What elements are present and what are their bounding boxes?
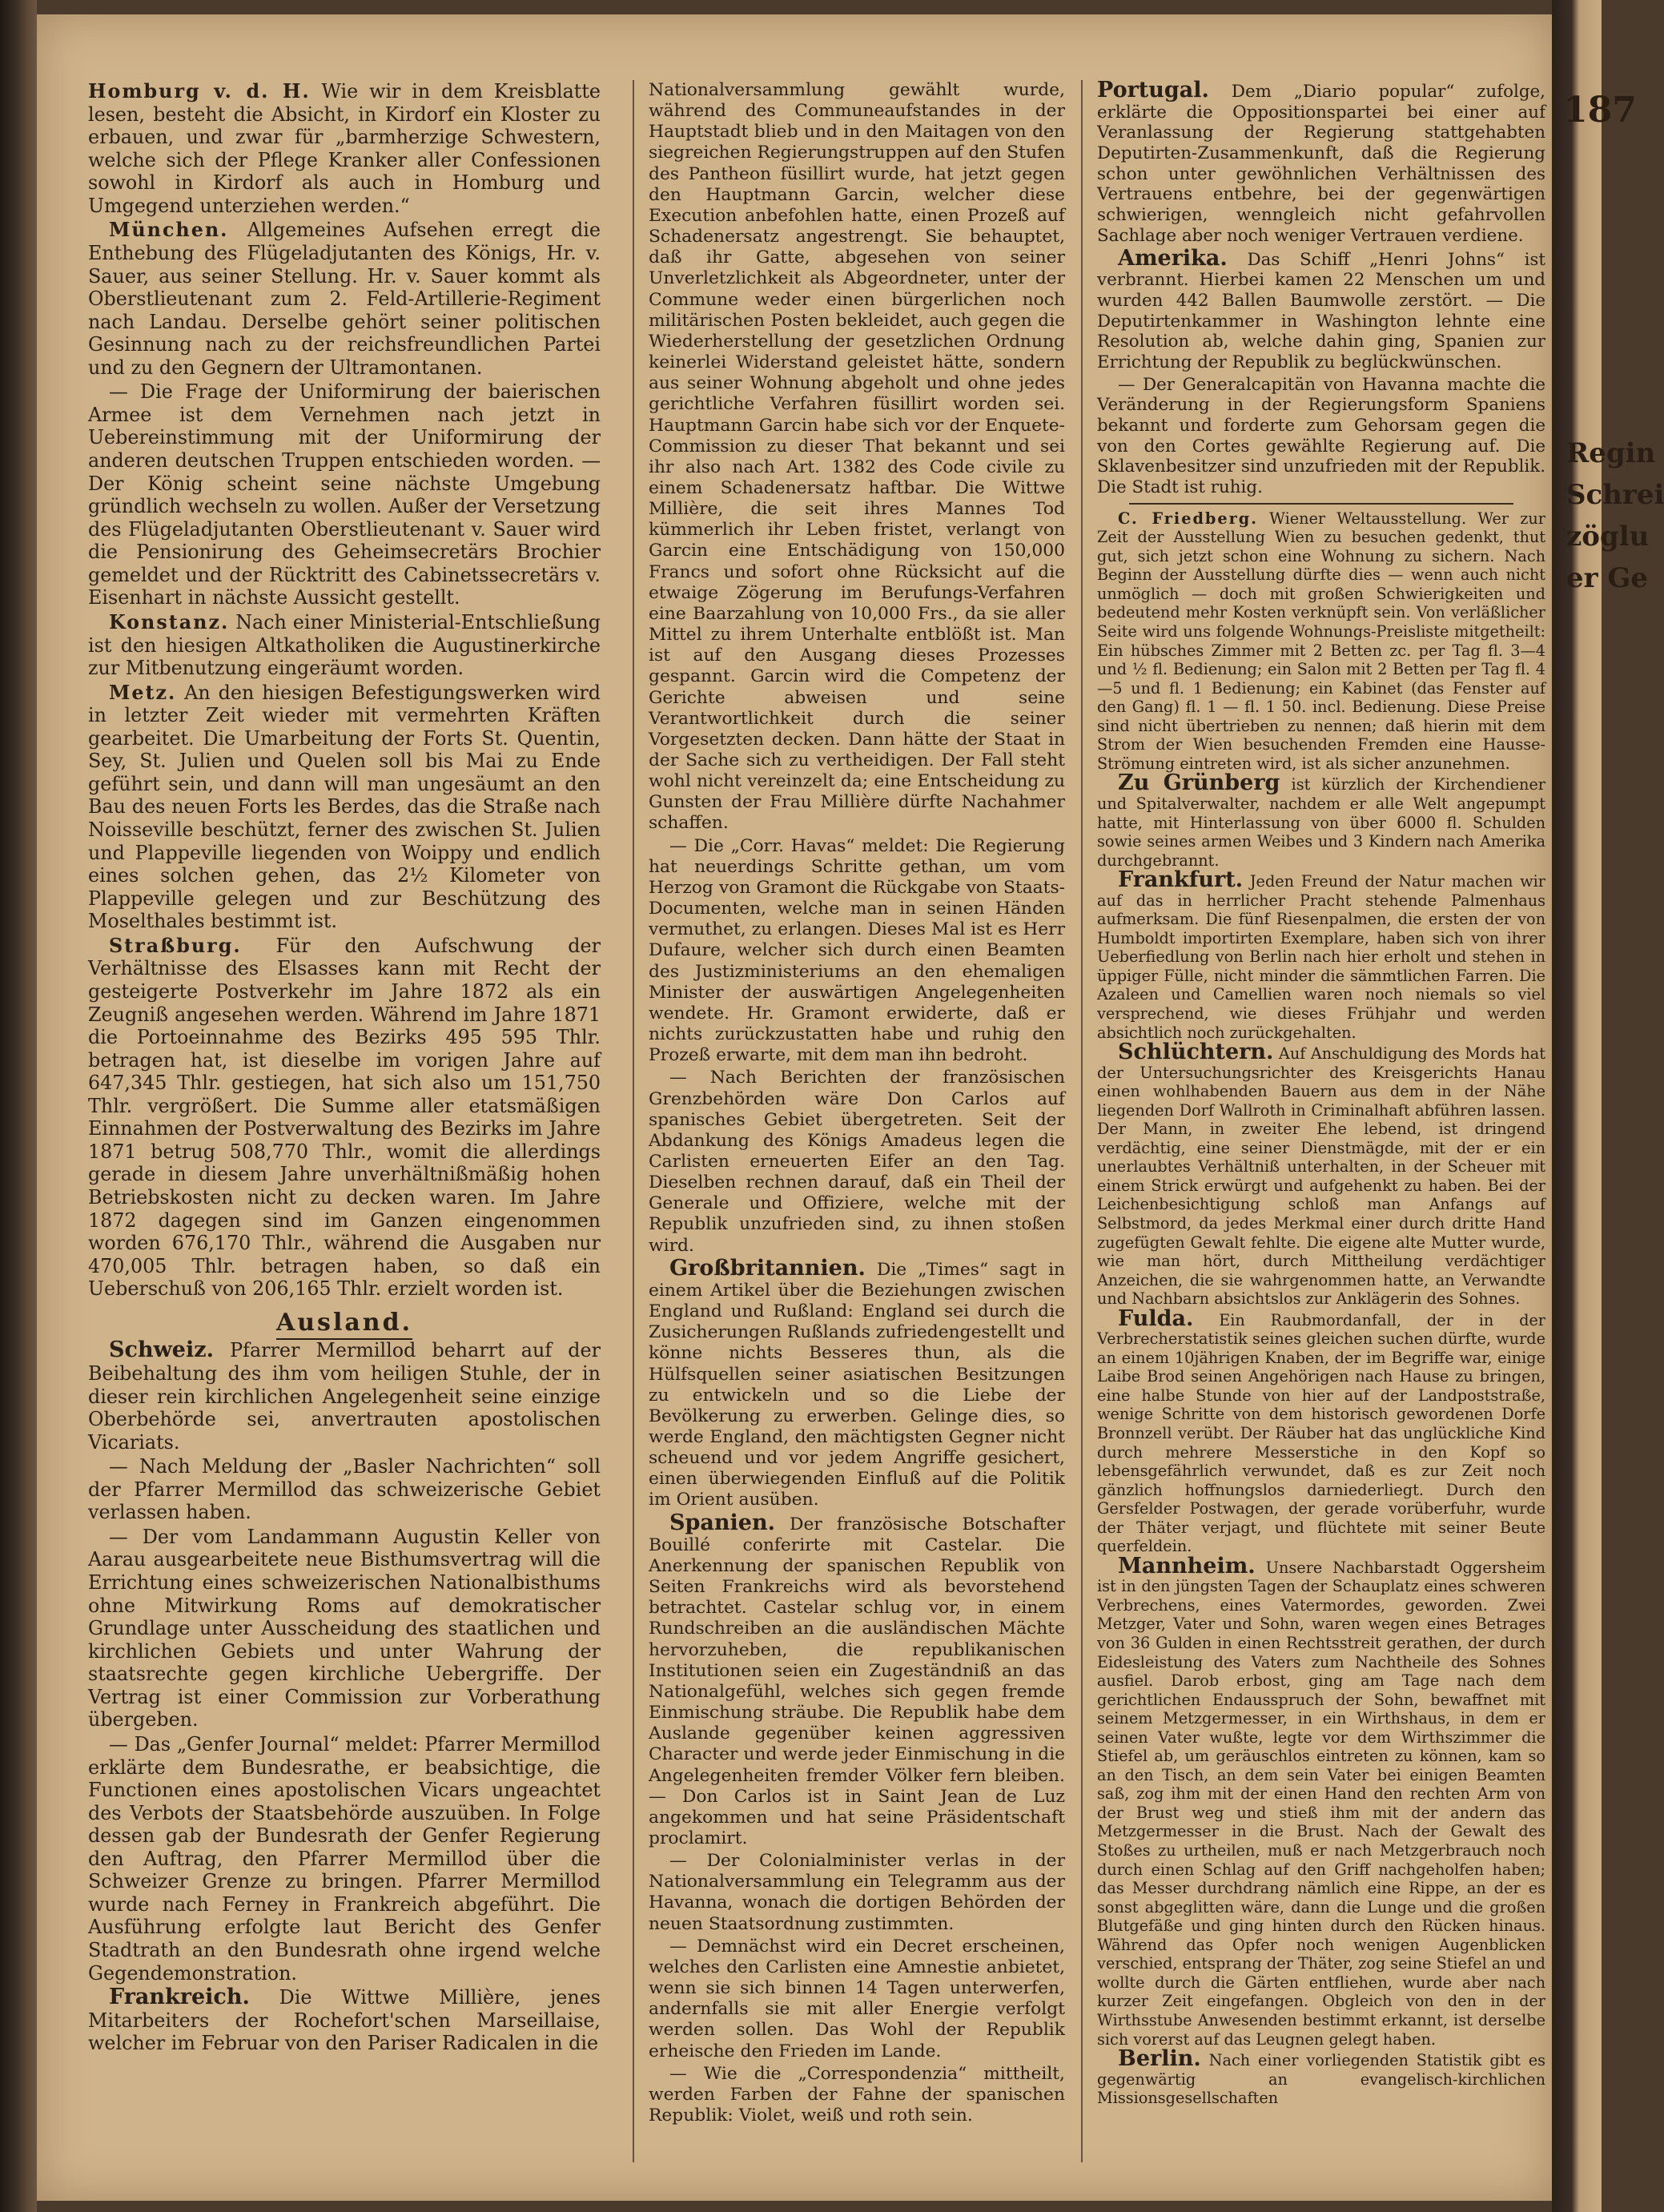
article: — Der Colonialminister verlas in der Nationalversammlung ein Telegramm aus der Havanna, wonach die dortigen Behörden der neuen Staatsordnung zustimmten. — [649, 1851, 1065, 1934]
article: Portugal. Dem „Diario popular“ zufolge, erklärte die Oppositionspartei bei einer auf Veranlassung der Regierung stattgehabten Deputirten-Zusammenkunft, daß die Regierung schon unter gewöhnlichen Verhältnissen des Vertrauens entbehre, bei der gegenwärtigen schwierigen, wenngleich nicht gefahrvollen Sachlage aber noch weniger Vertrauen verdiene. — [1097, 78, 1545, 246]
article: Zu Grünberg ist kürzlich der Kirchendiener und Spitalverwalter, nachdem er alle Welt angepumpt hatte, mit Hinterlassung von über 6000 fl. Schulden sowie seines armen Weibes und 3 Kindern nach Amerika durchgebrannt. — [1097, 770, 1546, 870]
article: Mannheim. Unsere Nachbarstadt Oggersheim ist in den jüngsten Tagen der Schauplatz eines schweren Verbrechens, eines Vatermordes, geworden. Zwei Metzger, Vater und Sohn, waren wegen eines Betrages von 36 Gulden in einen Rechtsstreit gerathen, der durch Eidesleistung des Vaters zum Nachtheile des Sohnes ausfiel. Darob erbost, ging am Tage nach dem gerichtlichen Endausspruch der Sohn, bewaffnet mit seinem Metzgermesser, in ein Wirthshaus, in dem er seinen Vater wußte, legte vor dem Wirthszimmer die Stiefel ab, um geräuschlos eintreten zu können, kam so an den Tisch, an dem sein Vater bei einigen Beamten saß, zog ihm mit der einen Hand den rechten Arm von der Brust weg und stieß ihm mit der andern das Metzgermesser in die Brust. Nach der Gewalt des Stoßes zu urtheilen, muß er nach Metzgerbrauch noch durch einen Schlag auf den Griff nachgeholfen haben; das Messer durchdrang nämlich eine Rippe, an der es sonst abgeglitten wäre, dann die Lunge und die großen Blutgefäße und ging hinten durch den Rücken hinaus. Während das Opfer noch wenigen Augenblicken verschied, entsprang der Thäter, zog seine Stiefel an und wollte durch die Gärten entfliehen, wurde aber nach kurzer Zeit eingefangen. Obgleich von den in der Wirthsstube Anwesenden bestimmt erkannt, ist derselbe sich vorerst auf das Leugnen gelegt haben. — [1097, 1553, 1545, 2049]
divider — [1129, 503, 1513, 505]
article: Fulda. Ein Raubmordanfall, der in der Verbrecherstatistik seines gleichen suchen dürfte, wurde an einem 10jährigen Knaben, der im Begriffe war, einige Laibe Brod seinen Angehörigen nach Hause zu bringen, eine halbe Stunde von hier auf der Landpoststraße, wenige Schritte von dem historisch gewordenen Dorfe Bronnzell verübt. Der Räuber hat das unglückliche Kind durch mehrere Messerstiche in den Kopf so lebensgefährlich verwundet, daß es zur Zeit noch gänzlich hoffnungslos darniederliegt. Durch den Gersfelder Postwagen, der gerade vorüberfuhr, wurde der Thäter verjagt, und flüchtete mit seiner Beute querfeldein. — [1097, 1305, 1545, 1556]
article: — Die Frage der Uniformirung der baierischen Armee ist dem Vernehmen nach jetzt in Uebereinstimmung mit der Uniformirung der anderen deutschen Truppen entschieden worden. — Der König scheint seine nächste Umgebung gründlich wechseln zu wollen. Außer der Versetzung des Flügeladjutanten Oberstlieutenant v. Sauer wird die Pensionirung des Geheimsecretärs Brochier gemeldet und der Rücktritt des Cabinetssecretärs v. Eisenhart in nächste Aussicht gestellt. — [88, 380, 601, 609]
article: — Nach Meldung der „Basler Nachrichten“ soll der Pfarrer Mermillod das schweizerische Gebiet verlassen haben. — [88, 1455, 601, 1524]
article: C. Friedberg. Wiener Weltausstellung. Wer zur Zeit der Ausstellung Wien zu besuchen gedenkt, thut gut, sich jetzt schon eine Wohnung zu sichern. Nach Beginn der Ausstellung dürfte dies — wenn auch nicht unmöglich — doch mit großen Schwierigkeiten und bedeutend mehr Kosten verknüpft sein. Von verläßlicher Seite wird uns folgende Wohnungs-Preisliste mitgetheilt: Ein hübsches Zimmer mit 2 Betten zc. per Tag fl. 3—4 und ½ fl. Bedienung; ein Salon mit 2 Betten per Tag fl. 4—5 und fl. 1 Bedienung; ein Kabinet (das Fenster auf den Gang) fl. 1 — fl. 1 50. incl. Bedienung. Diese Preise sind nicht übertrieben zu nennen; daß hierin mit dem Strom der Wien besuchenden Fremden eine Hausse-Strömung eintreten wird, ist als sicher anzunehmen. — [1097, 509, 1546, 773]
column-1 — [88, 80, 601, 2057]
article: Schlüchtern. Auf Anschuldigung des Mords hat der Untersuchungsrichter des Kreisgerichts Hanau einen wohlhabenden Bauern aus dem in der Nähe liegenden Dorf Wallroth in Criminalhaft abführen lassen. Der Mann, in zweiter Ehe lebend, ist dringend verdächtig, eine seiner Dienstmägde, mit der er ein unerlaubtes Verhältniß unterhalten, in der Scheuer mit einem Strick erwürgt und aufgehenkt zu haben. Bei der Leichenbesichtigung schloß man Anfangs auf Selbstmord, da jedes Merkmal einer durch dritte Hand zugefügten Gewalt fehlte. Die eigene alte Mutter wurde, wie man hört, durch Mittheilung verdächtiger Anzeichen, die sie wahrgenommen hatte, an Verwandte und Nachbarn absichtslos zur Anklägerin des Sohnes. — [1097, 1040, 1545, 1309]
article: — Der vom Landammann Augustin Keller von Aarau ausgearbeitete neue Bisthumsvertrag will die Errichtung eines schweizerischen Nationalbisthums ohne Mitwirkung Roms auf demokratischer Grundlage unter Ausscheidung des staatlichen und kirchlichen Gebiets und unter Wahrung der staatsrechte gegen kirchliche Uebergriffe. Der Vertrag ist einer Commission zur Vorberathung übergeben. — [88, 1525, 601, 1731]
column-3 — [1097, 80, 1545, 2109]
column-2 — [649, 80, 1065, 2128]
local-news — [1097, 509, 1545, 2108]
article: Berlin. Nach einer vorliegenden Statistik gibt es gegenwärtig an evangelisch-kirchlichen Missionsgesellschaften — [1097, 2046, 1545, 2108]
next-page-fragments: Regin Schrei zöglu er Ge — [1566, 437, 1664, 594]
article: Großbritannien. Die „Times“ sagt in einem Artikel über die Beziehungen zwischen England und Rußland: England sei durch die Zusicherungen Rußlands zufriedengestellt und könne nichts Besseres thun, als die Hülfsquellen seiner asiatischen Besitzungen zu entwickeln und so die Liebe der Bevölkerung zu erwerben. Gelinge dies, so werde England, den mächtigsten Gegner nicht scheuend und vor jedem Angriffe gesichert, einen überwiegenden Einfluß auf die Politik im Orient ausüben. — [649, 1255, 1066, 1510]
article: — Demnächst wird ein Decret erscheinen, welches den Carlisten eine Amnestie anbietet, wenn sie sich binnen 14 Tagen unterwerfen, andernfalls sie mit aller Energie verfolgt werden sollen. Das Wohl der Republik erheische den Frieden im Lande. — [649, 1936, 1065, 2061]
section-heading: Ausland. — [88, 1312, 601, 1335]
article: Frankreich. Die Wittwe Millière, jenes Mitarbeiters der Rochefort'schen Marseillaise, welcher im Februar von den Pariser Radicalen in die — [88, 1985, 601, 2055]
article: München. Allgemeines Aufsehen erregt die Enthebung des Flügeladjutanten des Königs, Hr. v. Sauer, aus seiner Stellung. Hr. v. Sauer kommt als Oberstlieutenant zum 2. Feld-Artillerie-Regiment nach Landau. Derselbe gehört seiner politischen Gesinnung nach zu der reichsfreundlichen Partei und zu den Gegnern der Ultramontanen. — [88, 219, 601, 379]
article: — Die „Corr. Havas“ meldet: Die Regierung hat neuerdings Schritte gethan, um vom Herzog von Gramont die Rückgabe von Staats-Documenten, welche man in seinen Händen vermuthet, zu erlangen. Dieses Mal ist es Herr Dufaure, welcher sich durch einen Beamten des Justizministeriums an den ehemaligen Minister der auswärtigen Angelegenheiten wendete. Hr. Gramont erwiderte, daß er nichts zurückzustatten habe und ruhig den Prozeß erwarte, mit dem man ihn bedroht. — [649, 835, 1065, 1066]
article: — Das „Genfer Journal“ meldet: Pfarrer Mermillod erklärte dem Bundesrathe, er beabsichtige, die Functionen eines apostolischen Vicars ungeachtet des Verbots der Staatsbehörde auszuüben. In Folge dessen gab der Bundesrath der Genfer Regierung den Auftrag, den Pfarrer Mermillod über die Schweizer Grenze zu bringen. Pfarrer Mermillod wurde nach Ferney in Frankreich abgeführt. Die Ausführung erfolgte laut Bericht des Genfer Stadtrath an den Bundesrath ohne irgend welche Gegendemonstration. — [88, 1732, 601, 1985]
column-rule — [1081, 80, 1083, 2162]
article: Homburg v. d. H. Wie wir in dem Kreisblatte lesen, besteht die Absicht, in Kirdorf ein Kloster zu erbauen, und zwar für „barmherzige Schwestern, welche sich der Pflege Kranker aller Confessionen sowohl in Kirdorf als auch in Homburg und Umgegend unterziehen werden.“ — [88, 80, 601, 217]
article: Amerika. Das Schiff „Henri Johns“ ist verbrannt. Hierbei kamen 22 Menschen um und wurden 442 Ballen Baumwolle zerstört. — Die Deputirtenkammer in Washington lehnte eine Resolution ab, welche dahin ging, Spanien zur Errichtung der Republik zu beglückwünschen. — [1097, 245, 1545, 372]
article: Nationalversammlung gewählt wurde, während des Communeaufstandes in der Hauptstadt blieb und in den Maitagen von den siegreichen Regierungstruppen auf den Stufen des Pantheon füsillirt wurde, hat jetzt gegen den Hauptmann Garcin, welcher diese Execution anbefohlen hatte, einen Prozeß auf Schadenersatz angestrengt. Sie behauptet, daß ihr Gatte, abgesehen von seiner Unverletzlichkeit als Abgeordneter, unter der Commune weder einen bürgerlichen noch militärischen Posten bekleidet, auch gegen die Wiederherstellung der gesetzlichen Ordnung keinerlei Widerstand geleistet hätte, sondern aus seiner Wohnung abgeholt und ohne jedes gerichtliche Verfahren füsillirt worden sei. Hauptmann Garcin habe sich vor der Enquete-Commission zu dieser That bekannt und sei ihr also nach Art. 1382 des Code civile zu einem Schadenersatz haftbar. Die Wittwe Millière, die seit ihres Mannes Tod kümmerlich ihr Leben fristet, verlangt von Garcin eine Entschädigung von 150,000 Francs und sofort ohne Rücksicht auf die etwaige Zögerung im Berufungs-Verfahren eine Baarzahlung von 10,000 Frs., da sie aller Mittel zu ihrem Unterhalte entblößt ist. Man ist auf den Ausgang dieses Prozesses gespannt. Garcin wird die Competenz der Gerichte abweisen und seine Verantwortlichkeit durch die seiner Vorgesetzten decken. Dann hätte der Staat in der Sache sich zu vertheidigen. Der Fall steht wohl nicht vereinzelt da; eine Entscheidung zu Gunsten der Frau Millière dürfte Nachahmer schaffen. — [649, 80, 1065, 834]
article: Spanien. Der französische Botschafter Bouillé conferirte mit Castelar. Die Anerkennung der spanischen Republik von Seiten Frankreichs wird als bevorstehend betrachtet. Castelar schlug vor, in einem Rundschreiben an die ausländischen Mächte hervorzuheben, die republikanischen Institutionen seien ein Zugeständniß an das Nationalgefühl, welches sich gegen fremde Einmischung sträube. Die Republik habe dem Auslande gegenüber keinen aggressiven Character und werde jeder Einmischung in die Angelegenheiten fremder Völker fern bleiben. — Don Carlos ist in Saint Jean de Luz angekommen und hat seine Präsidentschaft proclamirt. — [649, 1510, 1065, 1848]
article: Straßburg. Für den Aufschwung der Verhältnisse des Elsasses kann mit Recht der gesteigerte Postverkehr im Jahre 1872 als ein Zeugniß angesehen werden. Während im Jahre 1871 die Portoeinnahme des Bezirks 495 595 Thlr. betragen hat, ist dieselbe im vorigen Jahre auf 647,345 Thlr. gestiegen, hat sich also um 151,750 Thlr. vergrößert. Die Summe aller etatsmäßigen Einnahmen der Postverwaltung des Bezirks im Jahre 1871 betrug 508,770 Thlr., womit die allerdings gerade in diesem Jahre unverhältnißmäßig hohen Betriebskosten nicht zu decken waren. Im Jahre 1872 dagegen sind im Ganzen eingenommen worden 676,170 Thlr., während die Ausgaben nur 470,005 Thlr. betragen haben, so daß ein Ueberschuß von 206,165 Thlr. erzielt worden ist. — [88, 934, 601, 1301]
article: — Wie die „Correspondenzia“ mittheilt, werden Farben der Fahne der spanischen Republik: Violet, weiß und roth sein. — [649, 2063, 1065, 2126]
article: Schweiz. Pfarrer Mermillod beharrt auf der Beibehaltung des ihm vom heiligen Stuhle, der in dieser rein kirchlichen Angelegenheit seine einzige Oberbehörde sei, anvertrauten apostolischen Vicariats. — [88, 1337, 601, 1454]
next-page-year: 187 — [1563, 90, 1637, 131]
article: Frankfurt. Jeden Freund der Natur machen wir auf das in herrlicher Pracht stehende Palmenhaus aufmerksam. Die fünf Riesenpalmen, die ersten der von Humboldt importirten Exemplare, haben sich von ihrer Ueberfiedlung von Berlin nach hier erholt und stehen in üppiger Fülle, nicht minder die sämmtlichen Farren. Die Azaleen und Camellien waren noch niemals so viel versprechend, wie dieses Frühjahr und werden absichtlich noch zurückgehalten. — [1097, 867, 1545, 1042]
article: Konstanz. Nach einer Ministerial-Entschließung ist den hiesigen Altkatholiken die Augustinerkirche zur Mitbenutzung eingeräumt worden. — [88, 610, 601, 680]
article: Metz. An den hiesigen Befestigungswerken wird in letzter Zeit wieder mit vermehrten Kräften gearbeitet. Die Umarbeitung der Forts St. Quentin, Sey, St. Julien und Quelen soll bis Mai zu Ende geführt sein, und dann will man ungesäumt an den Bau des neuen Forts les Berdes, das die Straße nach Noisseville beschützt, ferner des zwischen St. Julien und Plappeville liegenden von Woippy und endlich eines solchen gehen, das 2½ Kilometer von Plappeville gelegen und zur Beschützung des Moselthales bestimmt ist. — [88, 681, 601, 933]
column-rule — [633, 80, 634, 2162]
article: — Der Generalcapitän von Havanna machte die Veränderung in der Regierungsform Spaniens bekannt und forderte zum Gehorsam gegen die von den Cortes gewählte Regierung auf. Die Sklavenbesitzer sind unzufrieden mit der Republik. Die Stadt ist ruhig. — [1097, 374, 1545, 498]
article: — Nach Berichten der französischen Grenzbehörden wäre Don Carlos auf spanisches Gebiet übergetreten. Seit der Abdankung des Königs Amadeus legen die Carlisten erneuerten Eifer an den Tag. Dieselben rechnen darauf, daß ein Theil der Generale und Offiziere, welche mit der Republik unzufrieden sind, zu ihnen stoßen wird. — [649, 1068, 1065, 1256]
book-binding — [0, 0, 37, 2212]
